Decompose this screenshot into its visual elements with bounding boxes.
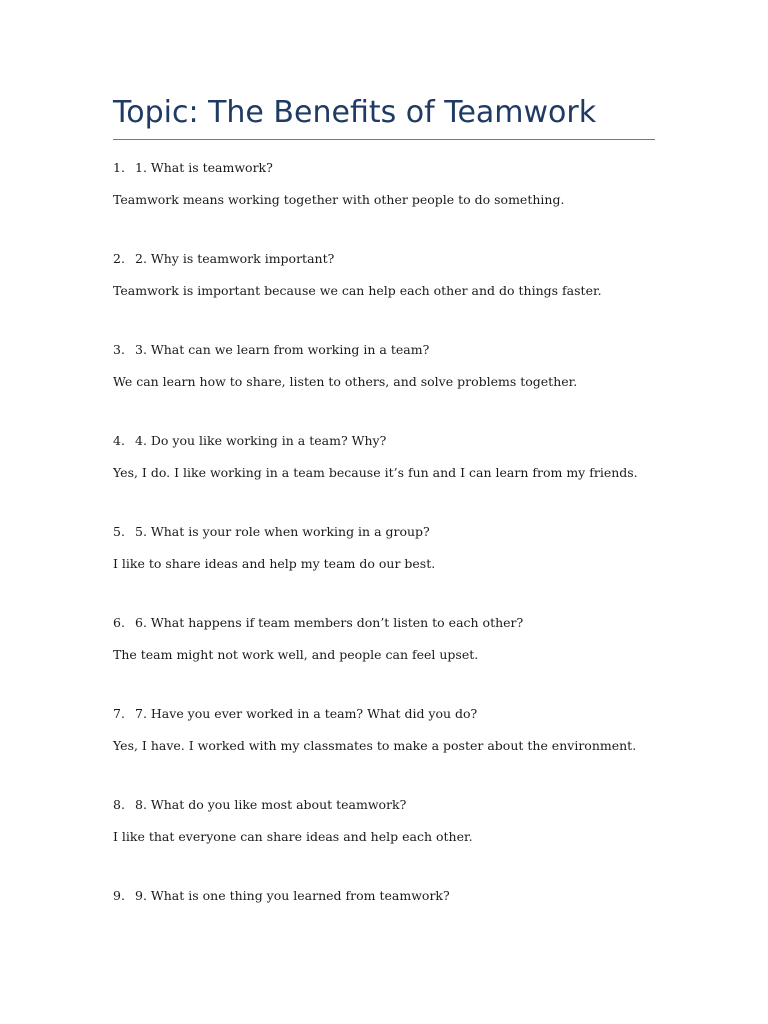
answer-text: Teamwork means working together with other people to do something. bbox=[113, 192, 565, 207]
question-number: 1. bbox=[113, 160, 125, 175]
answer-text: Yes, I have. I worked with my classmates to make a poster about the environment. bbox=[113, 738, 637, 753]
question-line bbox=[113, 522, 430, 542]
question-text: 3. What can we learn from working in a team? bbox=[135, 342, 430, 357]
question-number: 7. bbox=[113, 706, 125, 721]
list-item bbox=[113, 245, 673, 336]
answer-text: Teamwork is important because we can help each other and do things faster. bbox=[113, 283, 602, 298]
question-number: 8. bbox=[113, 797, 125, 812]
list-item bbox=[113, 609, 673, 700]
question-number: 9. bbox=[113, 888, 125, 903]
question-list bbox=[113, 154, 673, 973]
question-number: 4. bbox=[113, 433, 125, 448]
question-text: 9. What is one thing you learned from teamwork? bbox=[135, 888, 450, 903]
question-text: 7. Have you ever worked in a team? What did you do? bbox=[135, 706, 478, 721]
list-item bbox=[113, 518, 673, 609]
question-line bbox=[113, 158, 273, 178]
question-number: 5. bbox=[113, 524, 125, 539]
answer-text: Yes, I do. I like working in a team because it’s fun and I can learn from my friends. bbox=[113, 465, 638, 480]
document-title: Topic: The Benefits of Teamwork bbox=[113, 95, 597, 130]
question-number: 2. bbox=[113, 251, 125, 266]
question-number: 6. bbox=[113, 615, 125, 630]
answer-text: I like that everyone can share ideas and help each other. bbox=[113, 829, 473, 844]
question-text: 2. Why is teamwork important? bbox=[135, 251, 335, 266]
question-line bbox=[113, 886, 450, 906]
question-text: 8. What do you like most about teamwork? bbox=[135, 797, 407, 812]
list-item bbox=[113, 882, 673, 973]
question-text: 4. Do you like working in a team? Why? bbox=[135, 433, 387, 448]
title-underline bbox=[113, 139, 655, 140]
question-line bbox=[113, 704, 477, 724]
question-line bbox=[113, 249, 334, 269]
question-text: 5. What is your role when working in a group? bbox=[135, 524, 430, 539]
list-item bbox=[113, 336, 673, 427]
question-line bbox=[113, 613, 523, 633]
list-item bbox=[113, 154, 673, 245]
answer-text: The team might not work well, and people can feel upset. bbox=[113, 647, 479, 662]
question-text: 1. What is teamwork? bbox=[135, 160, 273, 175]
question-text: 6. What happens if team members don’t listen to each other? bbox=[135, 615, 524, 630]
list-item bbox=[113, 791, 673, 882]
answer-text: I like to share ideas and help my team do our best. bbox=[113, 556, 436, 571]
answer-text: We can learn how to share, listen to others, and solve problems together. bbox=[113, 374, 578, 389]
question-line bbox=[113, 431, 386, 451]
question-line bbox=[113, 795, 406, 815]
question-number: 3. bbox=[113, 342, 125, 357]
list-item bbox=[113, 700, 673, 791]
list-item bbox=[113, 427, 673, 518]
question-line bbox=[113, 340, 429, 360]
